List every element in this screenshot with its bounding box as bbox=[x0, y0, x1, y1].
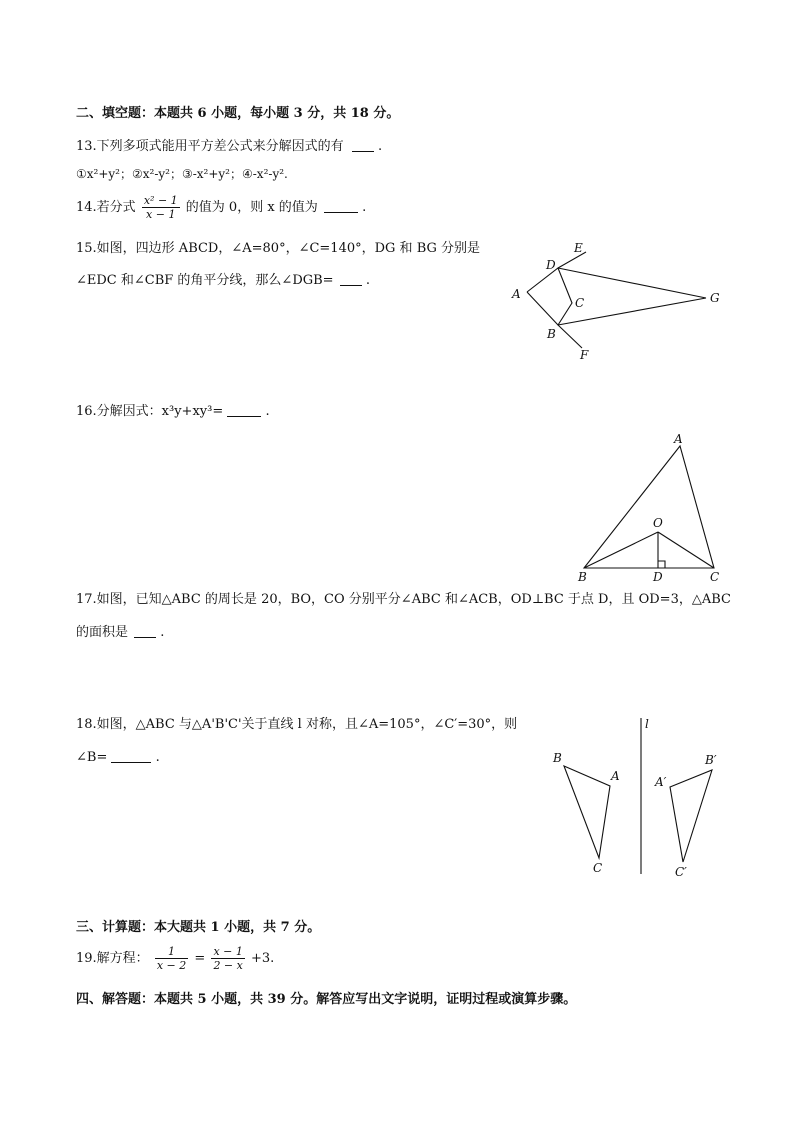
q17-line-1: 17.如图，已知△ABC 的周长是 20，BO，CO 分别平分∠ABC 和∠ACB，OD⊥BC 于点 D，且 OD=3，△ABC bbox=[76, 592, 731, 607]
q14-frac-denominator: x − 1 bbox=[146, 208, 176, 221]
q18-label-c: C bbox=[593, 861, 603, 875]
q17-end: . bbox=[160, 625, 165, 640]
q14-end: . bbox=[362, 200, 367, 215]
q13-stem: 13.下列多项式能用平方差公式来分解因式的有 bbox=[76, 139, 344, 154]
q18-end: . bbox=[155, 750, 160, 765]
q18-label-l: l bbox=[645, 717, 649, 731]
q19-prefix: 19.解方程： bbox=[76, 951, 149, 966]
q15-label-c: C bbox=[575, 296, 585, 310]
q15-label-g: G bbox=[710, 291, 720, 305]
q14-prefix: 14.若分式 bbox=[76, 200, 136, 215]
q13-options: ①x²+y²；②x²-y²；③-x²+y²；④-x²-y². bbox=[76, 167, 288, 181]
q15-label-d: D bbox=[546, 258, 556, 272]
q16-end: . bbox=[265, 404, 270, 419]
q18-label-b-prime: B′ bbox=[705, 753, 717, 767]
q15-label-e: E bbox=[574, 241, 583, 255]
q19-line bbox=[76, 946, 274, 971]
q16-stem: 16.分解因式：x³y+xy³= bbox=[76, 404, 224, 419]
q15-label-f: F bbox=[580, 348, 589, 362]
q17-label-c: C bbox=[710, 570, 720, 584]
q17-label-a: A bbox=[674, 432, 683, 446]
q15-label-b: B bbox=[547, 327, 556, 341]
q19-frac1-denominator: x − 2 bbox=[156, 959, 187, 972]
q19-equals: = bbox=[194, 951, 206, 966]
q18-label-b: B bbox=[553, 751, 562, 765]
q18-label-c-prime: C′ bbox=[675, 865, 687, 879]
q15-line-1: 15.如图，四边形 ABCD，∠A=80°，∠C=140°，DG 和 BG 分别是 bbox=[76, 241, 481, 256]
q19-frac2-numerator: x − 1 bbox=[213, 945, 243, 958]
q19-suffix: +3. bbox=[251, 951, 275, 966]
q17-line-2: 的面积是 bbox=[76, 625, 129, 640]
q18-label-a: A bbox=[611, 769, 620, 783]
q18-triangle-abc bbox=[564, 766, 610, 858]
section-2-header: 二、填空题：本题共 6 小题，每小题 3 分，共 18 分。 bbox=[76, 106, 400, 121]
q18-line-2: ∠B= bbox=[76, 750, 108, 765]
q14-suffix: 的值为 0，则 x 的值为 bbox=[185, 200, 318, 215]
q17-label-o: O bbox=[653, 516, 663, 530]
q15-label-a: A bbox=[512, 287, 521, 301]
q15-line-2: ∠EDC 和∠CBF 的角平分线，那么∠DGB= bbox=[76, 273, 334, 288]
q14-frac-numerator: x² − 1 bbox=[143, 194, 178, 207]
q19-frac1-numerator: 1 bbox=[155, 946, 188, 959]
q18-triangle-abc-prime bbox=[670, 770, 712, 862]
section-3-header: 三、计算题：本大题共 1 小题，共 7 分。 bbox=[76, 920, 321, 935]
q18-line-1: 18.如图，△ABC 与△A'B'C'关于直线 l 对称，且∠A=105°，∠C′=30°，则 bbox=[76, 717, 518, 732]
q19-fraction-2 bbox=[211, 946, 244, 971]
q17-label-d: D bbox=[653, 570, 663, 584]
q19-fraction-1 bbox=[155, 946, 188, 971]
q13-end: . bbox=[377, 139, 383, 154]
q18-label-a-prime: A′ bbox=[655, 775, 667, 789]
q19-frac2-denominator: 2 − x bbox=[213, 959, 243, 972]
section-4-header: 四、解答题：本题共 5 小题，共 39 分。解答应写出文字说明，证明过程或演算步骤。 bbox=[76, 992, 577, 1007]
q15-end: . bbox=[365, 273, 370, 288]
q17-label-b: B bbox=[578, 570, 587, 584]
